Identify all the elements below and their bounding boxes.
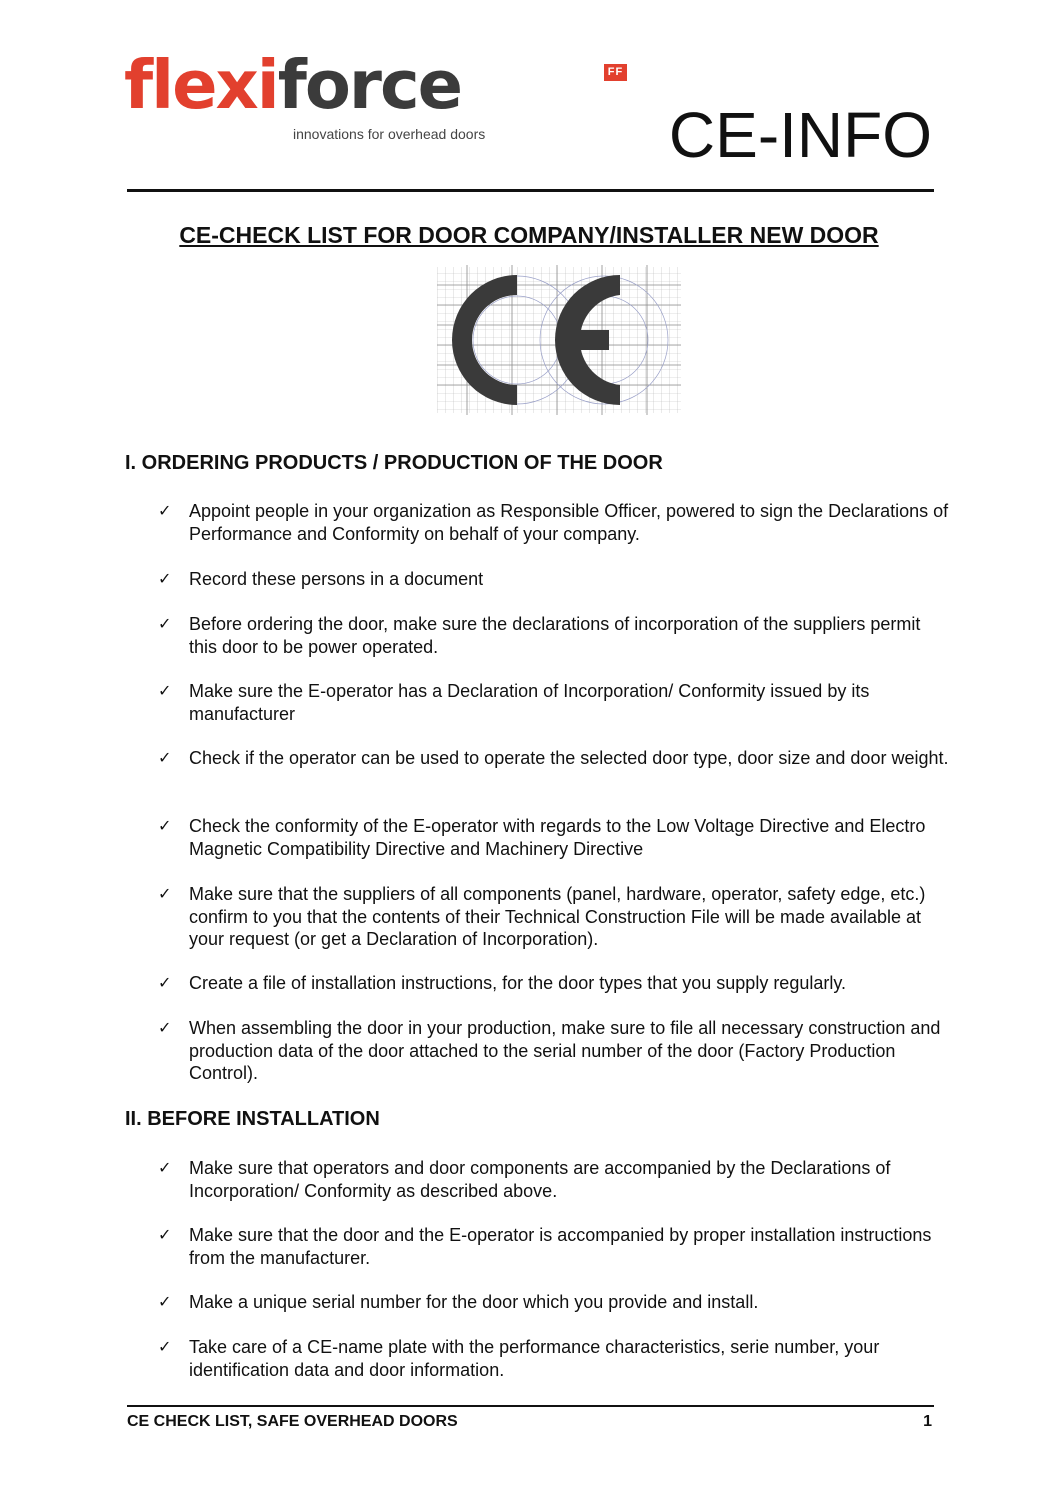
checklist-item-text: Take care of a CE-name plate with the performance characteristics, serie number, your identification data and door information. — [189, 1337, 880, 1380]
checklist-item-text: Make sure that the door and the E-operator is accompanied by proper installation instructions from the manufacturer. — [189, 1225, 932, 1268]
checklist-item — [158, 815, 949, 860]
logo-ff-badge: FF — [604, 64, 627, 81]
checkmark-icon: ✓ — [158, 614, 172, 633]
section-heading-ordering: I. ORDERING PRODUCTS / PRODUCTION OF THE DOOR — [125, 452, 663, 474]
checklist-item — [158, 613, 949, 658]
checklist-item — [158, 500, 949, 545]
header-divider — [127, 189, 934, 192]
checklist-item — [158, 972, 949, 995]
checklist-item-text: Make sure that the suppliers of all components (panel, hardware, operator, safety edge, etc.) confirm to you that the contents of their Technical Construction File will be made available at your request (or get a Declaration of Incorporation). — [189, 884, 926, 950]
checklist-item-text: Record these persons in a document — [189, 569, 484, 589]
checklist-item-text: Appoint people in your organization as Responsible Officer, powered to sign the Declarations of Performance and Conformity on behalf of your company. — [189, 501, 949, 544]
checklist-item-text: Make sure the E-operator has a Declaration of Incorporation/ Conformity issued by its manufacturer — [189, 681, 870, 724]
checkmark-icon: ✓ — [158, 1337, 172, 1356]
logo-wordmark — [124, 46, 462, 124]
doc-type-heading: CE-INFO — [668, 99, 932, 171]
checkmark-icon: ✓ — [158, 748, 172, 767]
checkmark-icon: ✓ — [158, 681, 172, 700]
checkmark-icon: ✓ — [158, 973, 172, 992]
checklist-item-text: Create a file of installation instructions, for the door types that you supply regularly. — [189, 973, 847, 993]
ce-mark-icon — [437, 265, 681, 415]
flexiforce-logo — [124, 46, 624, 148]
checklist-item — [158, 1017, 949, 1085]
section-heading-before-installation: II. BEFORE INSTALLATION — [125, 1108, 380, 1130]
checkmark-icon: ✓ — [158, 569, 172, 588]
checklist-item — [158, 680, 949, 725]
checkmark-icon: ✓ — [158, 1292, 172, 1311]
checklist-item-text: Make a unique serial number for the door which you provide and install. — [189, 1292, 759, 1312]
checkmark-icon: ✓ — [158, 1018, 172, 1037]
checklist-item-text: Check the conformity of the E-operator with regards to the Low Voltage Directive and Electro Magnetic Compatibility Directive and Machinery Directive — [189, 816, 926, 859]
checkmark-icon: ✓ — [158, 501, 172, 520]
checkmark-icon: ✓ — [158, 816, 172, 835]
checklist-item — [158, 1224, 949, 1269]
logo-wordmark-red: flexi — [124, 46, 278, 124]
checklist-item — [158, 1291, 949, 1314]
checkmark-icon: ✓ — [158, 884, 172, 903]
checklist-item — [158, 883, 949, 951]
checklist-item — [158, 568, 949, 591]
checkmark-icon: ✓ — [158, 1225, 172, 1244]
checklist-item-text: When assembling the door in your production, make sure to file all necessary construction and production data of the door attached to the serial number of the door (Factory Production Control). — [189, 1018, 941, 1084]
logo-tagline: innovations for overhead doors — [293, 126, 486, 142]
checklist-item-text: Before ordering the door, make sure the declarations of incorporation of the suppliers permit this door to be power operated. — [189, 614, 921, 657]
footer-title: CE CHECK LIST, SAFE OVERHEAD DOORS — [127, 1413, 458, 1430]
checklist-item — [158, 1336, 949, 1381]
checklist-item-text: Check if the operator can be used to operate the selected door type, door size and door weight. — [189, 748, 949, 768]
checklist-item — [158, 1157, 949, 1202]
footer-divider — [127, 1405, 934, 1407]
checkmark-icon: ✓ — [158, 1158, 172, 1177]
page-title: CE-CHECK LIST FOR DOOR COMPANY/INSTALLER NEW DOOR — [179, 222, 879, 248]
checklist-item-text: Make sure that operators and door components are accompanied by the Declarations of Incorporation/ Conformity as described above. — [189, 1158, 891, 1201]
checklist-item — [158, 747, 949, 770]
logo-wordmark-dark: force — [277, 46, 462, 124]
page-number: 1 — [923, 1413, 932, 1430]
